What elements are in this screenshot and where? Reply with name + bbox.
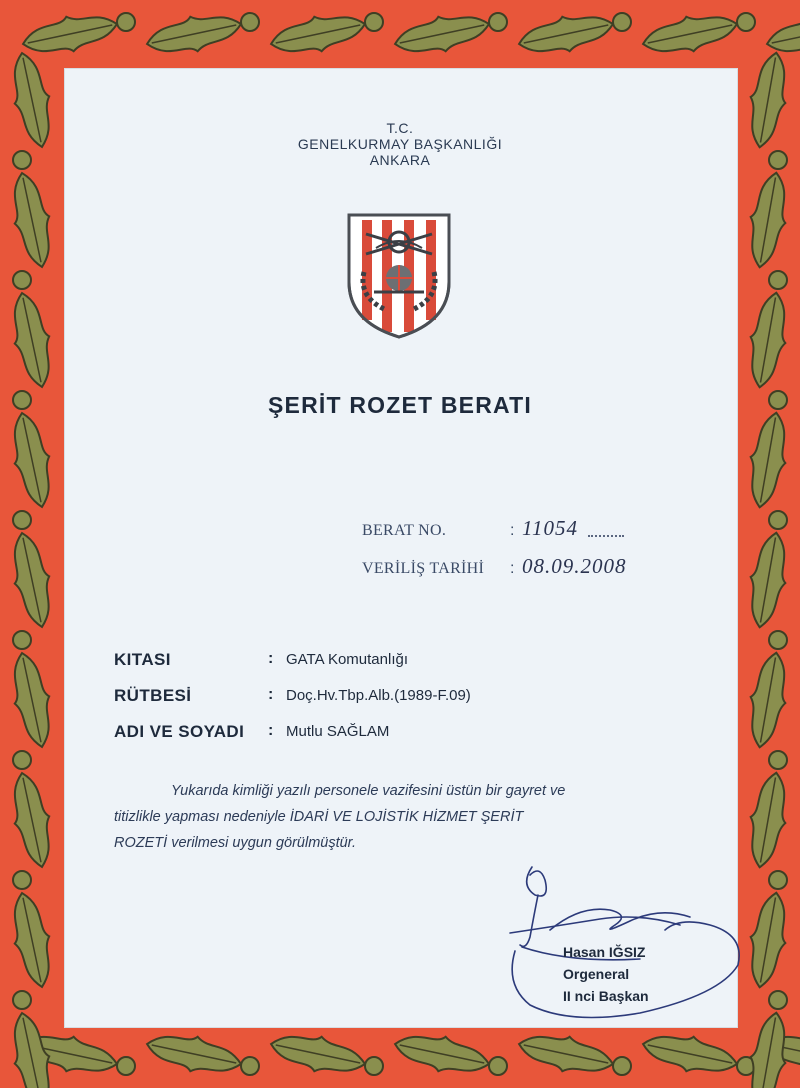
acorn bbox=[769, 871, 787, 889]
oak-leaf bbox=[742, 410, 793, 511]
oak-leaf bbox=[742, 650, 793, 751]
certificate-number-label: BERAT NO. bbox=[362, 522, 447, 539]
acorn bbox=[769, 631, 787, 649]
oak-leaf bbox=[391, 7, 492, 61]
acorn bbox=[737, 13, 755, 31]
full-name-colon: : bbox=[268, 722, 274, 739]
acorn bbox=[613, 1057, 631, 1075]
acorn bbox=[769, 271, 787, 289]
rank-value: Doç.Hv.Tbp.Alb.(1989-F.09) bbox=[286, 687, 471, 704]
oak-leaf bbox=[763, 7, 800, 61]
acorn bbox=[769, 991, 787, 1009]
acorn bbox=[241, 13, 259, 31]
oak-leaf bbox=[391, 1027, 492, 1081]
acorn bbox=[13, 271, 31, 289]
acorn bbox=[13, 751, 31, 769]
acorn bbox=[489, 1057, 507, 1075]
acorn bbox=[365, 1057, 383, 1075]
acorn bbox=[13, 511, 31, 529]
award-statement-line-2: titizlikle yapması nedeniyle İDARİ VE LOJİSTİK HİZMET ŞERİT bbox=[114, 809, 524, 825]
unit-value: GATA Komutanlığı bbox=[286, 651, 408, 668]
signatory-rank: Orgeneral bbox=[563, 966, 630, 982]
full-name-value: Mutlu SAĞLAM bbox=[286, 723, 390, 740]
acorn bbox=[365, 13, 383, 31]
acorn bbox=[13, 871, 31, 889]
oak-leaf bbox=[639, 7, 740, 61]
signatory-name: Hasan IĞSIZ bbox=[563, 944, 646, 960]
rank-label: RÜTBESİ bbox=[114, 686, 192, 705]
oak-leaf bbox=[515, 1027, 616, 1081]
oak-leaf bbox=[267, 1027, 368, 1081]
oak-leaf bbox=[5, 169, 59, 270]
oak-leaf bbox=[5, 409, 59, 510]
award-statement bbox=[114, 778, 700, 856]
oak-leaf bbox=[143, 7, 244, 61]
acorn bbox=[117, 13, 135, 31]
signatory-title: II nci Başkan bbox=[563, 988, 649, 1004]
oak-leaf bbox=[639, 1027, 740, 1081]
oak-leaf bbox=[742, 770, 793, 871]
certificate-number-value: 11054 bbox=[522, 516, 578, 540]
rank-colon: : bbox=[268, 686, 274, 703]
oak-leaf bbox=[742, 530, 793, 631]
general-staff-emblem bbox=[346, 212, 452, 340]
issue-date-value: 08.09.2008 bbox=[522, 554, 627, 578]
oak-leaf bbox=[5, 529, 59, 630]
oak-leaf bbox=[5, 649, 59, 750]
certificate-number-dotline bbox=[588, 535, 624, 537]
full-name-label: ADI VE SOYADI bbox=[114, 722, 245, 741]
oak-leaf bbox=[742, 890, 793, 991]
certificate-number-colon: : bbox=[510, 522, 515, 539]
acorn bbox=[769, 511, 787, 529]
oak-leaf bbox=[143, 1027, 244, 1081]
acorn bbox=[241, 1057, 259, 1075]
acorn bbox=[117, 1057, 135, 1075]
acorn bbox=[489, 13, 507, 31]
oak-leaf bbox=[5, 769, 59, 870]
oak-leaf bbox=[515, 7, 616, 61]
certificate-title: ŞERİT ROZET BERATI bbox=[268, 392, 532, 418]
issue-date-colon: : bbox=[510, 560, 515, 577]
acorn bbox=[13, 991, 31, 1009]
unit-colon: : bbox=[268, 650, 274, 667]
award-statement-line-3: ROZETİ verilmesi uygun görülmüştür. bbox=[114, 835, 357, 851]
header-line-city: ANKARA bbox=[369, 152, 431, 168]
acorn bbox=[13, 631, 31, 649]
acorn bbox=[769, 751, 787, 769]
header-line-tc: T.C. bbox=[386, 120, 414, 136]
oak-leaf bbox=[742, 290, 793, 391]
oak-leaf bbox=[5, 889, 59, 990]
issue-date-label: VERİLİŞ TARİHİ bbox=[362, 560, 485, 577]
oak-leaf bbox=[19, 7, 120, 61]
unit-label: KITASI bbox=[114, 650, 171, 669]
oak-leaf bbox=[267, 7, 368, 61]
award-statement-line-1: Yukarıda kimliği yazılı personele vazifesini üstün bir gayret ve bbox=[171, 783, 566, 799]
acorn bbox=[613, 13, 631, 31]
header-line-institution: GENELKURMAY BAŞKANLIĞI bbox=[297, 136, 503, 152]
oak-leaf bbox=[5, 289, 59, 390]
oak-leaf bbox=[742, 170, 793, 271]
